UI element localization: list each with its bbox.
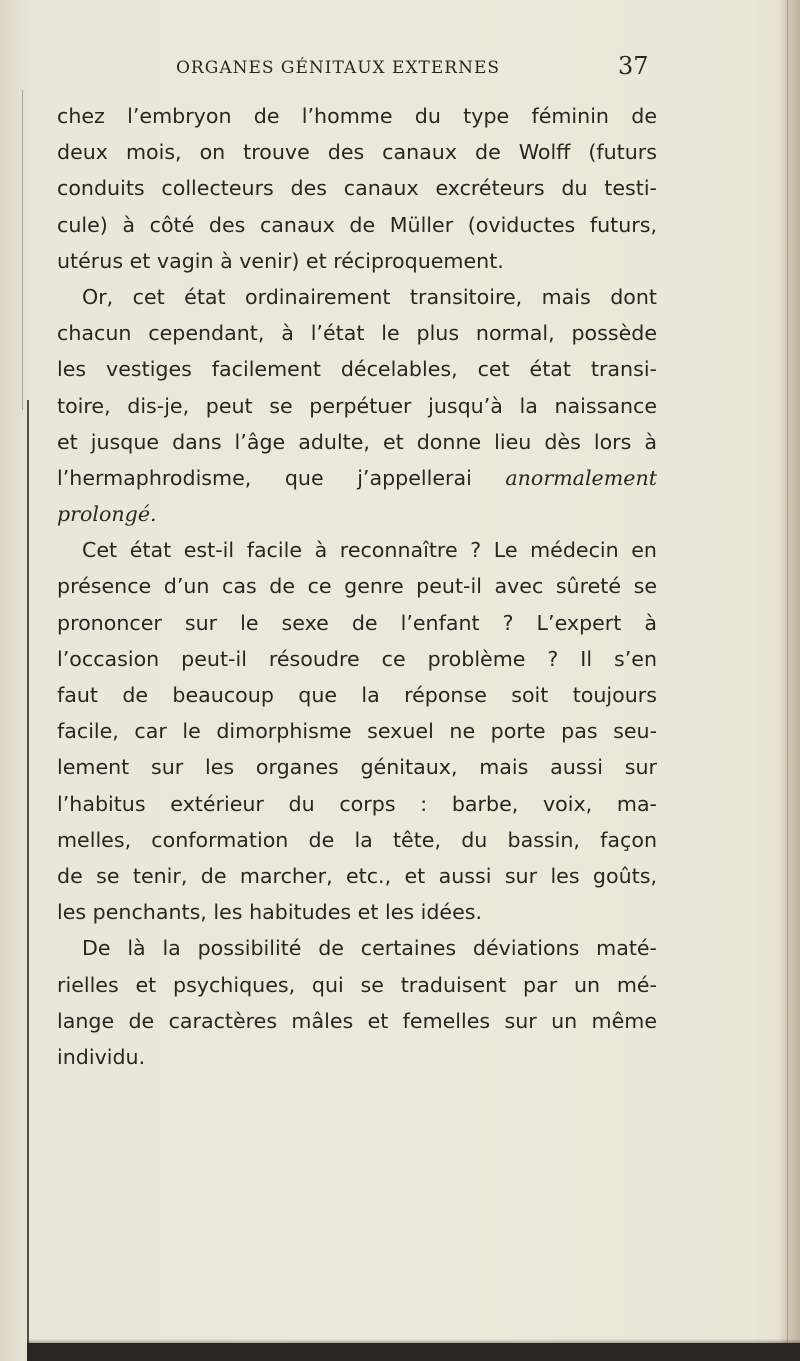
text-line: cule) à côté des canaux de Müller (oviductes futurs, bbox=[57, 212, 657, 237]
text-line: l’occasion peut-il résoudre ce problème ? Il s’en bbox=[57, 646, 657, 671]
text-line bbox=[57, 496, 657, 532]
italic-term: anormalement bbox=[505, 465, 657, 490]
binding-edge-line bbox=[27, 400, 29, 1361]
body-text bbox=[57, 98, 657, 1075]
text-line: De là la possibilité de certaines déviations maté- bbox=[82, 936, 657, 961]
text-line: melles, conformation de la tête, du bassin, façon bbox=[57, 827, 657, 852]
text-line: chacun cependant, à l’état le plus normal, possède bbox=[57, 321, 657, 346]
text-line: les penchants, les habitudes et les idées. bbox=[57, 900, 483, 925]
text-line: lement sur les organes génitaux, mais aussi sur bbox=[57, 755, 657, 780]
text-line: Cet état est-il facile à reconnaître ? Le médecin en bbox=[82, 538, 657, 563]
text-line: prononcer sur le sexe de l’enfant ? L’expert à bbox=[57, 610, 657, 635]
running-title: ORGANES GÉNITAUX EXTERNES bbox=[176, 58, 501, 78]
text-line bbox=[57, 460, 657, 496]
text-line: les vestiges facilement décelables, cet état transi- bbox=[57, 357, 657, 382]
gutter-edge-line bbox=[22, 90, 23, 410]
text-line: lange de caractères mâles et femelles sur un même bbox=[57, 1008, 657, 1033]
text-line: deux mois, on trouve des canaux de Wolff (futurs bbox=[57, 140, 657, 165]
text-line: de se tenir, de marcher, etc., et aussi sur les goûts, bbox=[57, 863, 657, 888]
text-line: et jusque dans l’âge adulte, et donne lieu dès lors à bbox=[57, 429, 657, 454]
text-line: facile, car le dimorphisme sexuel ne porte pas seu- bbox=[57, 719, 657, 744]
text-line: rielles et psychiques, qui se traduisent par un mé- bbox=[57, 972, 657, 997]
text-line: conduits collecteurs des canaux excréteurs du testi- bbox=[57, 176, 657, 201]
text-line: présence d’un cas de ce genre peut-il avec sûreté se bbox=[57, 574, 657, 599]
italic-term: prolongé. bbox=[57, 502, 157, 527]
next-page-edge-line bbox=[787, 0, 788, 1361]
text-line: toire, dis-je, peut se perpétuer jusqu’à la naissance bbox=[57, 393, 657, 418]
text-line: utérus et vagin à venir) et réciproquement. bbox=[57, 248, 504, 273]
page-header bbox=[0, 52, 800, 82]
bottom-dark-strip bbox=[27, 1343, 800, 1361]
text-line: Or, cet état ordinairement transitoire, mais dont bbox=[82, 284, 657, 309]
text-line: l’habitus extérieur du corps : barbe, voix, ma- bbox=[57, 791, 657, 816]
next-page-edge bbox=[778, 0, 800, 1361]
text-line: faut de beaucoup que la réponse soit toujours bbox=[57, 683, 657, 707]
text-segment: l’hermaphrodisme, que j’appellerai bbox=[57, 465, 472, 490]
text-line: chez l’embryon de l’homme du type féminin de bbox=[57, 104, 657, 128]
text-line: individu. bbox=[57, 1044, 146, 1069]
page-number: 37 bbox=[618, 52, 649, 80]
